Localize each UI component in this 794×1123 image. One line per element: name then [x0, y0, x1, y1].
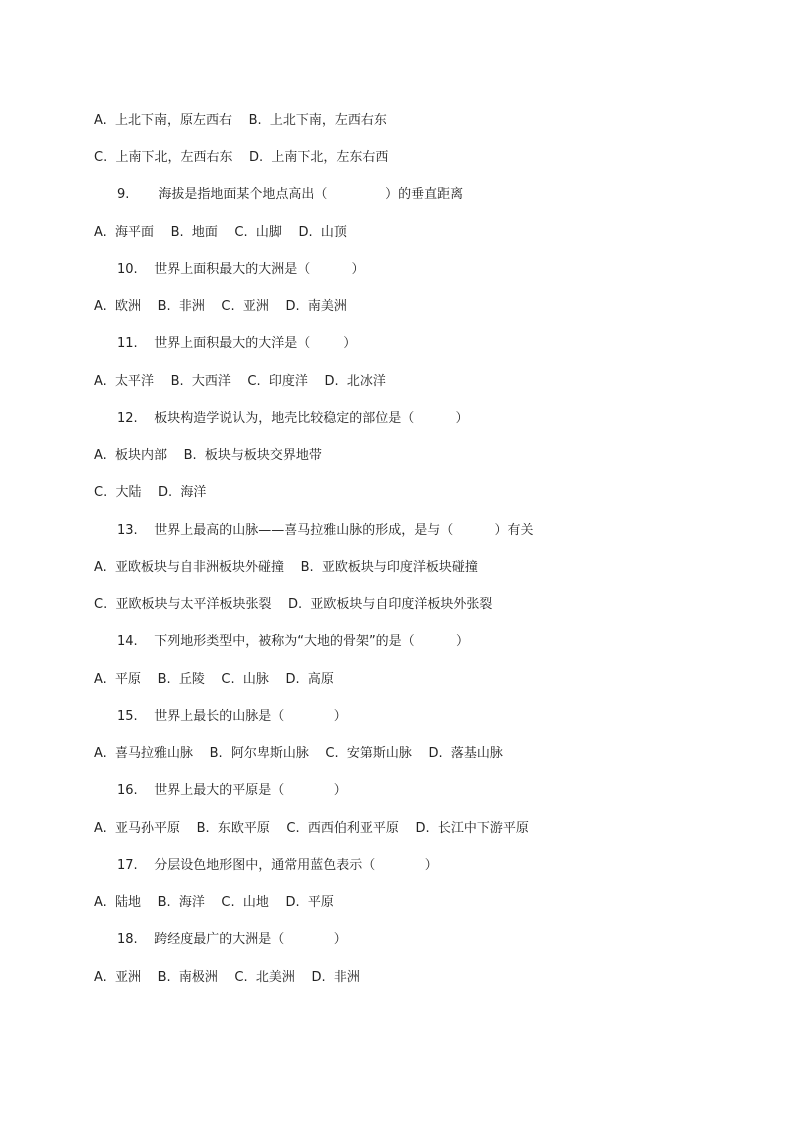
- question-10: 10. 世界上面积最大的大洲是（ ）: [117, 262, 365, 277]
- question-18: 18. 跨经度最广的大洲是（ ）: [117, 932, 347, 947]
- question-16: 16. 世界上最大的平原是（ ）: [117, 783, 347, 798]
- options-line: A. 太平洋 B. 大西洋 C. 印度洋 D. 北冰洋: [94, 374, 386, 389]
- options-line: C. 上南下北，左西右东 D. 上南下北，左东右西: [94, 150, 389, 165]
- options-line: C. 大陆 D. 海洋: [94, 485, 207, 500]
- options-line: A. 喜马拉雅山脉 B. 阿尔卑斯山脉 C. 安第斯山脉 D. 落基山脉: [94, 746, 503, 761]
- options-line: A. 平原 B. 丘陵 C. 山脉 D. 高原: [94, 672, 334, 687]
- question-9: 9. 海拔是指地面某个地点高出（ ）的垂直距离: [117, 187, 464, 202]
- options-line: A. 欧洲 B. 非洲 C. 亚洲 D. 南美洲: [94, 299, 347, 314]
- question-13: 13. 世界上最高的山脉——喜马拉雅山脉的形成，是与（ ）有关: [117, 523, 534, 538]
- question-14: 14. 下列地形类型中，被称为“大地的骨架”的是（ ）: [117, 634, 469, 649]
- question-17: 17. 分层设色地形图中，通常用蓝色表示（ ）: [117, 858, 438, 873]
- options-line: A. 海平面 B. 地面 C. 山脚 D. 山顶: [94, 225, 347, 240]
- options-line: C. 亚欧板块与太平洋板块张裂 D. 亚欧板块与自印度洋板块外张裂: [94, 597, 493, 612]
- options-line: A. 陆地 B. 海洋 C. 山地 D. 平原: [94, 895, 334, 910]
- options-line: A. 上北下南，原左西右 B. 上北下南，左西右东: [94, 113, 387, 128]
- options-line: A. 亚马孙平原 B. 东欧平原 C. 西西伯利亚平原 D. 长江中下游平原: [94, 821, 529, 836]
- options-line: A. 板块内部 B. 板块与板块交界地带: [94, 448, 322, 463]
- question-15: 15. 世界上最长的山脉是（ ）: [117, 709, 347, 724]
- question-12: 12. 板块构造学说认为，地壳比较稳定的部位是（ ）: [117, 411, 469, 426]
- options-line: A. 亚洲 B. 南极洲 C. 北美洲 D. 非洲: [94, 970, 360, 985]
- question-11: 11. 世界上面积最大的大洋是（ ）: [117, 336, 357, 351]
- options-line: A. 亚欧板块与自非洲板块外碰撞 B. 亚欧板块与印度洋板块碰撞: [94, 560, 478, 575]
